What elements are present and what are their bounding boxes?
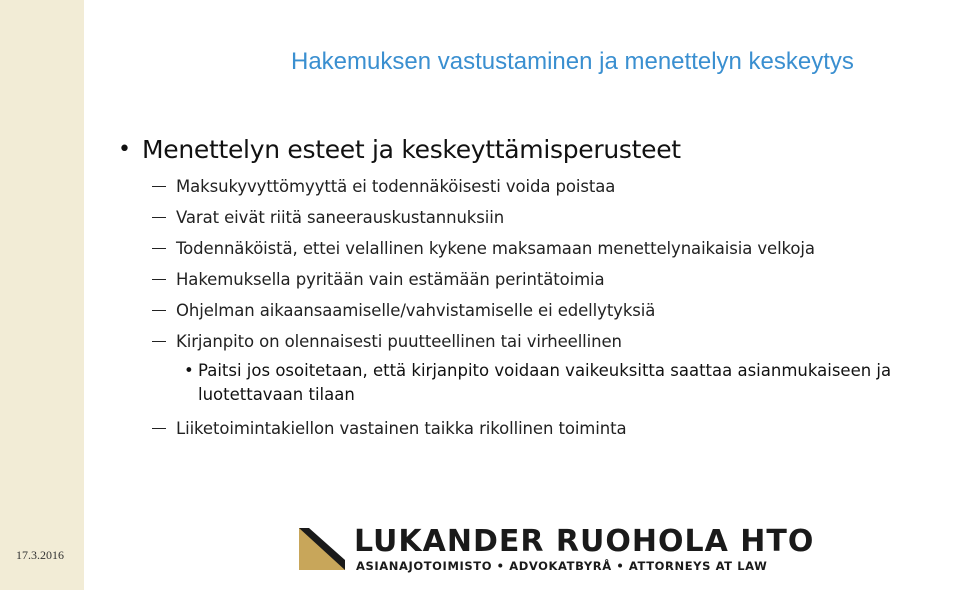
bullet-icon: • (118, 137, 131, 162)
slide-date: 17.3.2016 (16, 548, 64, 562)
dash-icon (152, 217, 166, 219)
list-item: Todennäköistä, ettei velallinen kykene maksamaan menettelynaikaisia velkoja (118, 233, 960, 264)
dash-icon (152, 310, 166, 312)
logo-subtitle: ASIANAJOTOIMISTO • ADVOKATBYRÅ • ATTORNEYS AT LAW (356, 559, 768, 573)
list-item: Maksukyvyttömyyttä ei todennäköisesti voida poistaa (118, 171, 960, 202)
main-bullet (118, 133, 960, 167)
slide-title: Hakemuksen vastustaminen ja menettelyn keskeytys (291, 48, 854, 75)
logo-mark-icon (299, 528, 345, 570)
slide-content (118, 133, 960, 444)
list-item: Ohjelman aikaansaamiselle/vahvistamiselle ei edellytyksiä (118, 295, 960, 326)
main-bullet-text: Menettelyn esteet ja keskeyttämisperusteet (142, 135, 681, 164)
sub-bullet-text: Paitsi jos osoitetaan, että kirjanpito voidaan vaikeuksitta saattaa asianmukaiseen ja luotettavaan tilaan (198, 361, 892, 404)
dash-icon (152, 341, 166, 343)
dash-icon (152, 279, 166, 281)
sub-bullet (118, 359, 960, 407)
list-item: Hakemuksella pyritään vain estämään perintätoimia (118, 264, 960, 295)
list-item: Liiketoimintakiellon vastainen taikka rikollinen toiminta (118, 413, 960, 444)
dash-icon (152, 186, 166, 188)
list-item: Kirjanpito on olennaisesti puutteellinen tai virheellinen (118, 326, 960, 357)
bullet-icon: • (184, 361, 194, 380)
sidebar-strip (0, 0, 84, 590)
list-item: Varat eivät riitä saneerauskustannuksiin (118, 202, 960, 233)
dash-icon (152, 248, 166, 250)
dash-icon (152, 428, 166, 430)
logo-name: LUKANDER RUOHOLA HTO (354, 524, 815, 559)
